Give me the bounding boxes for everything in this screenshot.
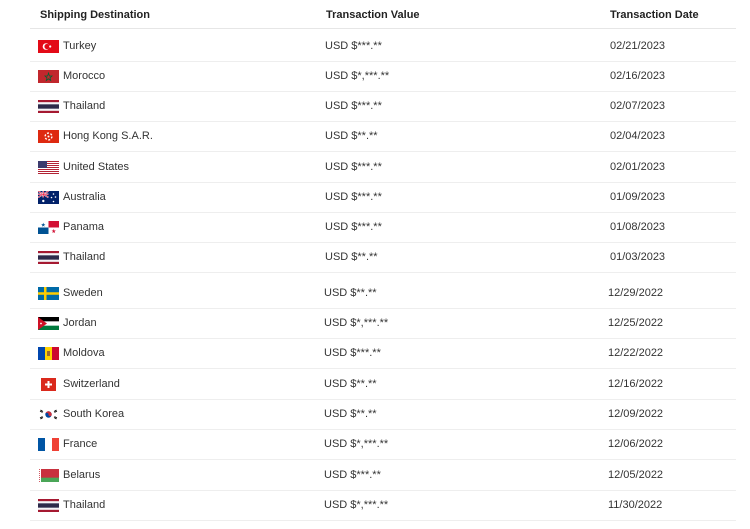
table-row — [30, 429, 736, 460]
turkey-flag-icon — [38, 40, 59, 53]
value-cell: USD $***.** — [325, 100, 382, 112]
value-cell: USD $***.** — [325, 161, 382, 173]
date-cell: 11/30/2022 — [608, 499, 663, 511]
column-header-destination: Shipping Destination — [40, 9, 150, 21]
date-cell: 01/09/2023 — [610, 191, 666, 203]
thailand-flag-icon — [38, 100, 59, 113]
value-cell: USD $***.** — [325, 191, 382, 203]
value-cell: USD $***.** — [324, 347, 381, 359]
date-cell: 01/08/2023 — [610, 221, 666, 233]
date-cell: 02/07/2023 — [610, 100, 666, 112]
column-header-date: Transaction Date — [610, 9, 699, 21]
table-row — [30, 338, 736, 369]
value-cell: USD $*,***.** — [324, 438, 389, 450]
jordan-flag-icon — [38, 317, 59, 330]
value-cell: USD $***.** — [325, 40, 382, 52]
value-cell: USD $**.** — [324, 378, 377, 390]
date-cell: 12/16/2022 — [608, 378, 664, 390]
value-cell: USD $**.** — [324, 408, 377, 420]
value-cell: USD $*,***.** — [324, 317, 389, 329]
switzerland-flag-icon — [38, 378, 59, 391]
france-flag-icon — [38, 438, 59, 451]
table-row — [30, 460, 736, 491]
destination-cell: Belarus — [63, 469, 101, 481]
thailand-flag-icon — [38, 499, 59, 512]
date-cell: 01/03/2023 — [610, 251, 666, 263]
value-cell: USD $**.** — [325, 251, 378, 263]
destination-cell: France — [63, 438, 98, 450]
table-row — [30, 182, 736, 213]
date-cell: 12/05/2022 — [608, 469, 664, 481]
morocco-flag-icon — [38, 70, 59, 83]
date-cell: 12/29/2022 — [608, 287, 664, 299]
table-row — [30, 121, 736, 152]
value-cell: USD $**.** — [324, 287, 377, 299]
destination-cell: Thailand — [63, 251, 106, 263]
panama-flag-icon — [38, 221, 59, 234]
destination-cell: Panama — [63, 221, 104, 233]
table-row — [30, 278, 736, 309]
table-row — [30, 91, 736, 122]
south-korea-flag-icon — [38, 408, 59, 421]
table-row — [30, 308, 736, 339]
table-row — [30, 399, 736, 430]
table-header — [30, 0, 736, 29]
destination-cell: Moldova — [63, 347, 105, 359]
value-cell: USD $***.** — [325, 221, 382, 233]
hong-kong-flag-icon — [38, 130, 59, 143]
date-cell: 12/22/2022 — [608, 347, 664, 359]
thailand-flag-icon — [38, 251, 59, 264]
date-cell: 12/09/2022 — [608, 408, 664, 420]
date-cell: 02/16/2023 — [610, 70, 666, 82]
transactions-table — [30, 0, 736, 511]
table-row — [30, 61, 736, 92]
moldova-flag-icon — [38, 347, 59, 360]
date-cell: 02/04/2023 — [610, 130, 666, 142]
destination-cell: United States — [63, 161, 130, 173]
belarus-flag-icon — [38, 469, 59, 482]
destination-cell: Switzerland — [63, 378, 120, 390]
destination-cell: Morocco — [63, 70, 106, 82]
table-row — [30, 490, 736, 521]
destination-cell: Jordan — [63, 317, 97, 329]
date-cell: 12/06/2022 — [608, 438, 664, 450]
date-cell: 12/25/2022 — [608, 317, 664, 329]
table-row — [30, 152, 736, 183]
destination-cell: Turkey — [63, 40, 97, 52]
australia-flag-icon — [38, 191, 59, 204]
value-cell: USD $**.** — [325, 130, 378, 142]
table-row — [30, 242, 736, 273]
destination-cell: Hong Kong S.A.R. — [63, 130, 153, 142]
destination-cell: Sweden — [63, 287, 103, 299]
value-cell: USD $***.** — [324, 469, 381, 481]
table-row — [30, 212, 736, 243]
date-cell: 02/01/2023 — [610, 161, 666, 173]
date-cell: 02/21/2023 — [610, 40, 666, 52]
value-cell: USD $*,***.** — [325, 70, 390, 82]
destination-cell: Thailand — [63, 100, 106, 112]
table-row — [30, 369, 736, 400]
destination-cell: South Korea — [63, 408, 125, 420]
destination-cell: Australia — [63, 191, 106, 203]
united-states-flag-icon — [38, 161, 59, 174]
destination-cell: Thailand — [63, 499, 106, 511]
column-header-value: Transaction Value — [326, 9, 420, 21]
table-row — [30, 31, 736, 62]
sweden-flag-icon — [38, 287, 59, 300]
value-cell: USD $*,***.** — [324, 499, 389, 511]
